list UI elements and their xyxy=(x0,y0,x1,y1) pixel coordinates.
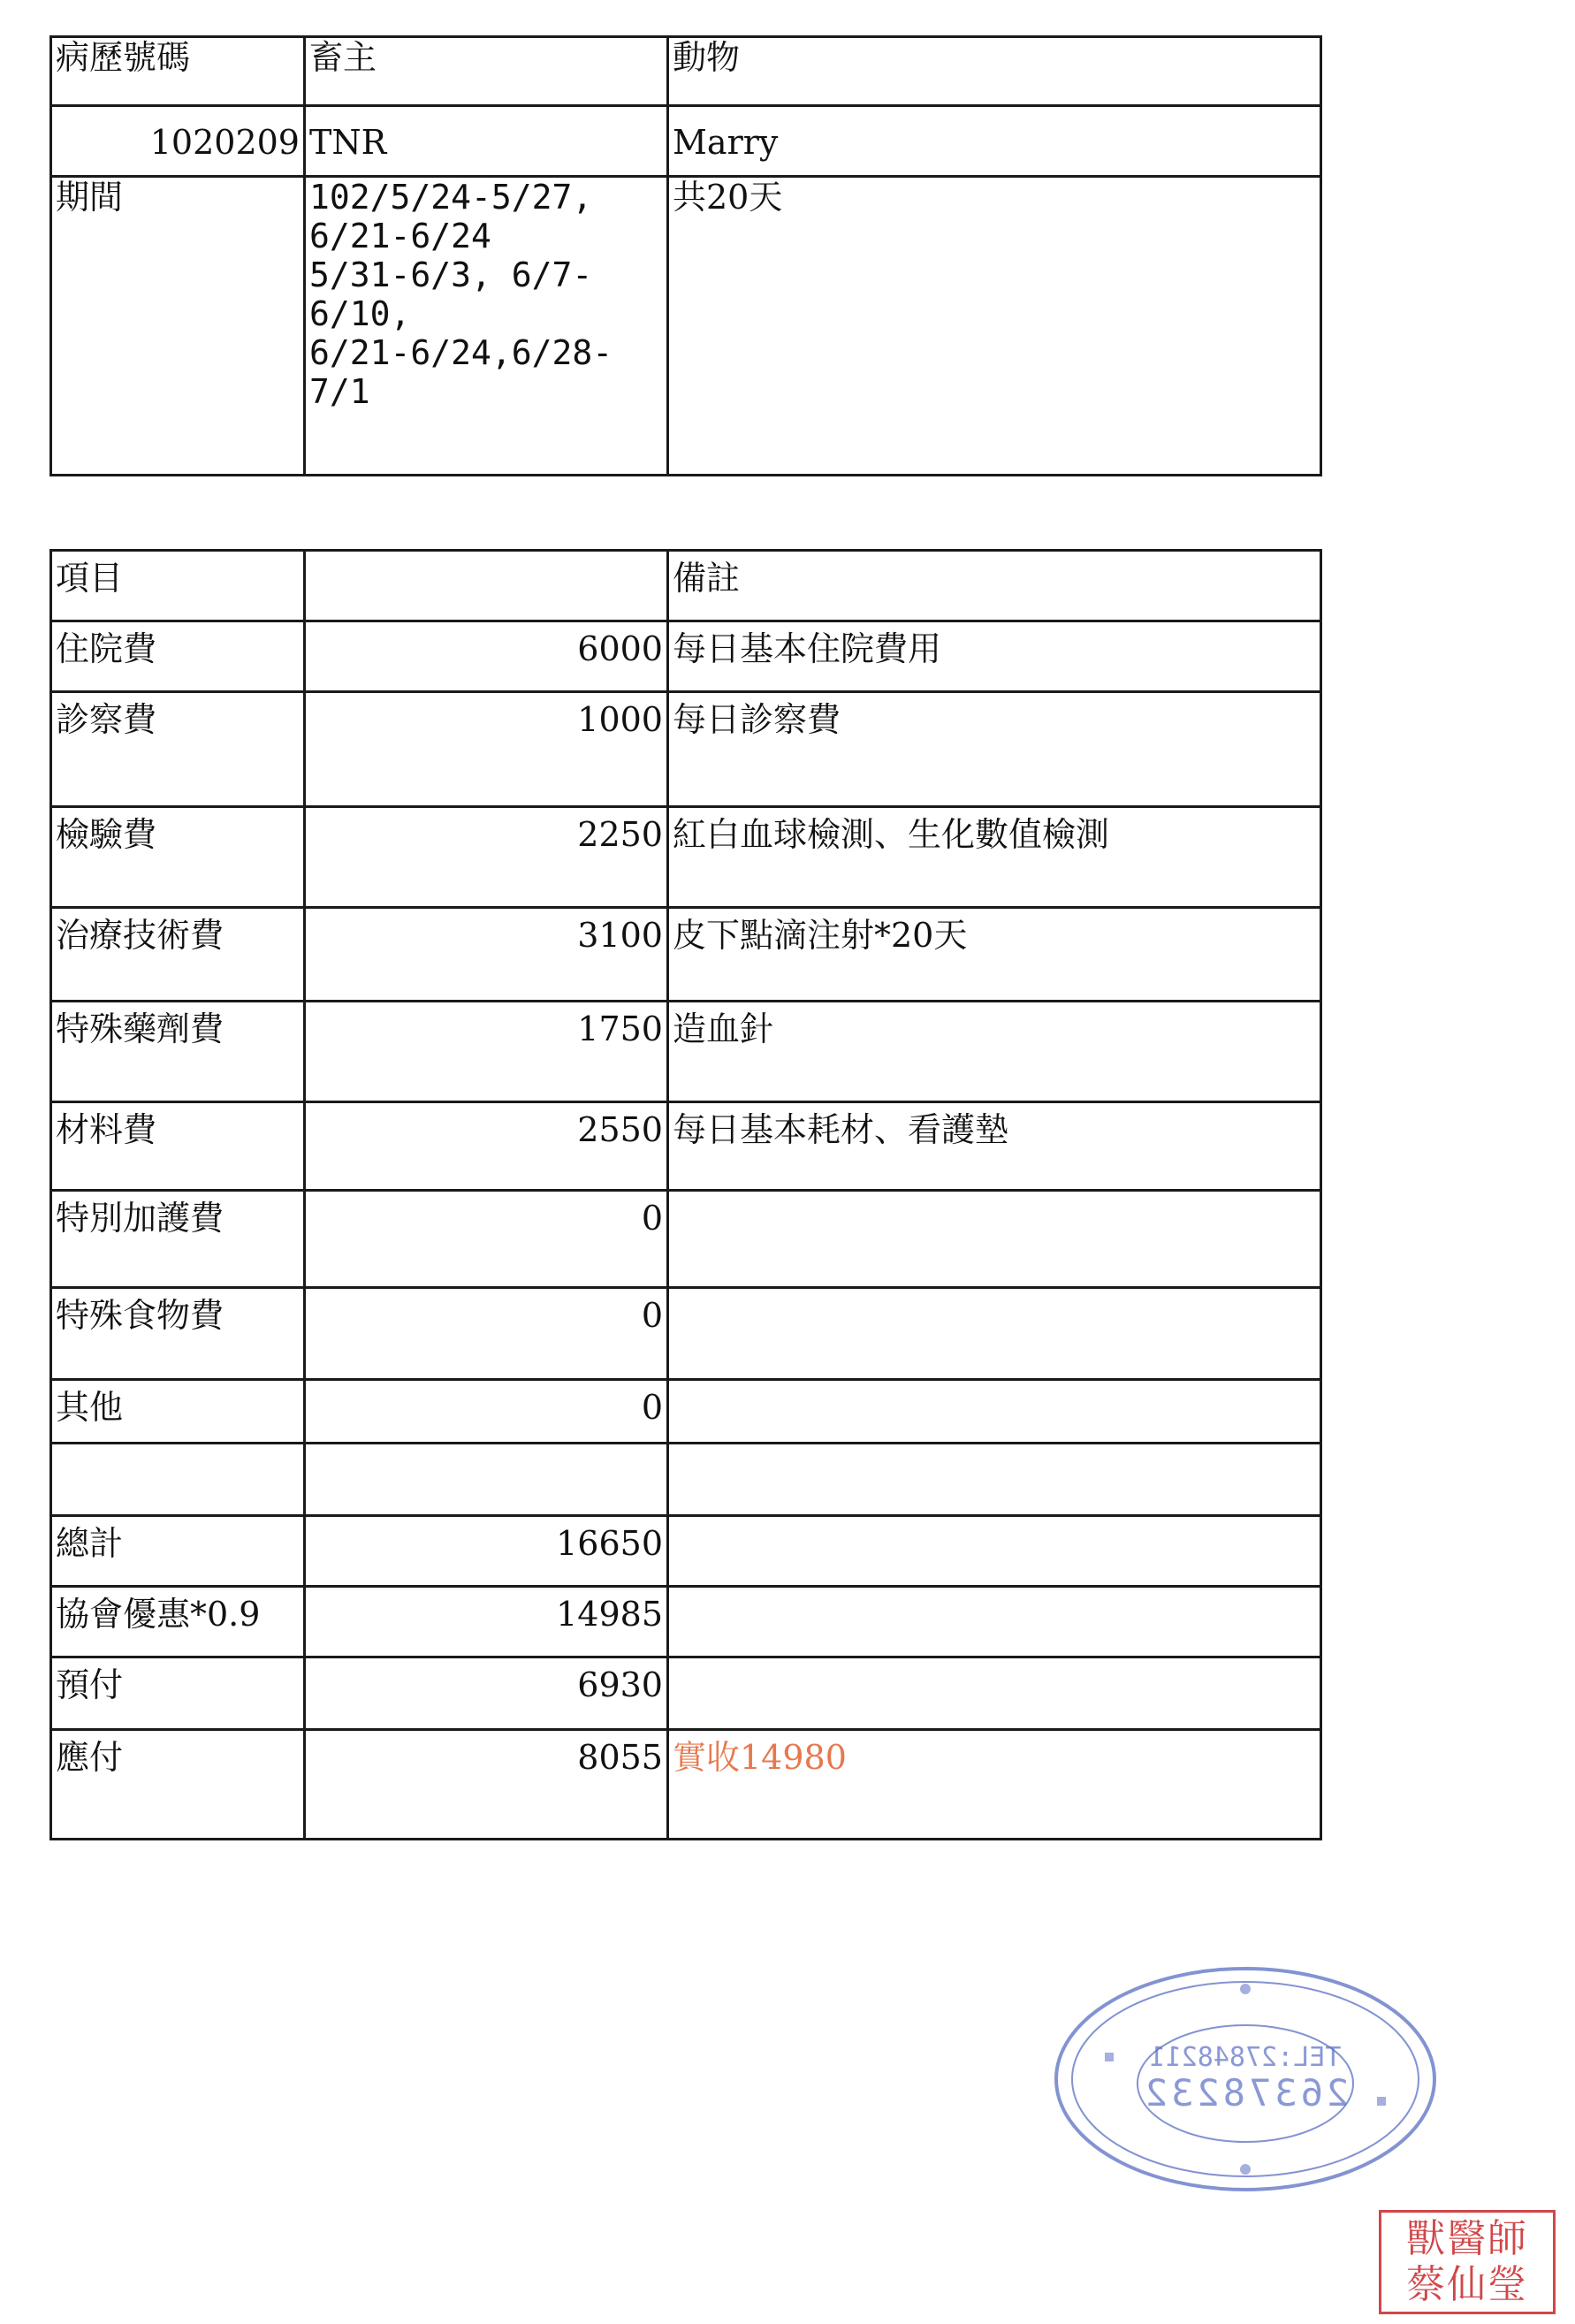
amount-cell: 6930 xyxy=(305,1657,668,1730)
note-cell: 每日基本住院費用 xyxy=(668,621,1321,692)
item-cell: 診察費 xyxy=(51,692,305,807)
item-cell: 治療技術費 xyxy=(51,908,305,1002)
amount-header xyxy=(305,551,668,621)
period-line: 6/21-6/24,6/28-7/1 xyxy=(309,333,613,411)
table-row xyxy=(51,1102,1321,1191)
amount-cell: 14985 xyxy=(305,1587,668,1657)
note-cell: 每日基本耗材、看護墊 xyxy=(668,1102,1321,1191)
note-cell: 造血針 xyxy=(668,1002,1321,1102)
item-cell: 材料費 xyxy=(51,1102,305,1191)
note-cell xyxy=(668,1587,1321,1657)
owner-header: 畜主 xyxy=(305,37,668,106)
amount-cell: 6000 xyxy=(305,621,668,692)
item-cell: 應付 xyxy=(51,1730,305,1840)
amount-cell xyxy=(305,1444,668,1516)
vet-seal-stamp xyxy=(1379,2210,1556,2314)
item-header: 項目 xyxy=(51,551,305,621)
period-line: 5/31-6/3, 6/7- xyxy=(309,255,593,294)
table-row xyxy=(51,908,1321,1002)
item-cell: 總計 xyxy=(51,1516,305,1587)
note-cell xyxy=(668,1288,1321,1380)
table-row xyxy=(51,807,1321,908)
note-cell xyxy=(668,1380,1321,1444)
item-cell: 協會優惠*0.9 xyxy=(51,1587,305,1657)
item-cell: 特殊食物費 xyxy=(51,1288,305,1380)
period-line: 6/21-6/24 xyxy=(309,217,491,255)
clinic-seal-stamp xyxy=(1052,1964,1439,2194)
item-cell: 檢驗費 xyxy=(51,807,305,908)
amount-cell: 1000 xyxy=(305,692,668,807)
amount-cell: 0 xyxy=(305,1191,668,1288)
item-cell xyxy=(51,1444,305,1516)
item-cell: 住院費 xyxy=(51,621,305,692)
amount-cell: 1750 xyxy=(305,1002,668,1102)
table-row xyxy=(51,1288,1321,1380)
note-cell xyxy=(668,1444,1321,1516)
table-row xyxy=(51,1444,1321,1516)
stamp-tel: TEL:27848211 xyxy=(1149,2042,1342,2073)
table-row xyxy=(51,1587,1321,1657)
period-dates xyxy=(305,177,668,476)
record-no-value: 1020209 xyxy=(51,106,305,177)
note-cell: 皮下點滴注射*20天 xyxy=(668,908,1321,1002)
table-row xyxy=(51,1380,1321,1444)
item-cell: 其他 xyxy=(51,1380,305,1444)
amount-cell: 3100 xyxy=(305,908,668,1002)
note-cell: 每日診察費 xyxy=(668,692,1321,807)
patient-info-table xyxy=(49,35,1322,476)
period-total: 共20天 xyxy=(668,177,1321,476)
amount-cell: 8055 xyxy=(305,1730,668,1840)
period-line: 102/5/24-5/27, xyxy=(309,178,593,217)
amount-cell: 0 xyxy=(305,1288,668,1380)
amount-cell: 16650 xyxy=(305,1516,668,1587)
owner-value: TNR xyxy=(305,106,668,177)
table-row xyxy=(51,1516,1321,1587)
table-row xyxy=(51,621,1321,692)
item-cell: 預付 xyxy=(51,1657,305,1730)
item-cell: 特殊藥劑費 xyxy=(51,1002,305,1102)
note-cell xyxy=(668,1191,1321,1288)
note-header: 備註 xyxy=(668,551,1321,621)
note-cell xyxy=(668,1657,1321,1730)
table-row xyxy=(51,1730,1321,1840)
table-row xyxy=(51,692,1321,807)
table-row xyxy=(51,1657,1321,1730)
stamp-phone: 26378232 xyxy=(1141,2071,1350,2114)
period-label: 期間 xyxy=(51,177,305,476)
vet-seal-text: 獸醫師蔡仙瑩 xyxy=(1406,2216,1528,2307)
animal-header: 動物 xyxy=(668,37,1321,106)
table-row xyxy=(51,1191,1321,1288)
handwritten-note: 實收14980 xyxy=(668,1730,1321,1840)
period-line: 6/10, xyxy=(309,294,411,333)
note-cell xyxy=(668,1516,1321,1587)
amount-cell: 0 xyxy=(305,1380,668,1444)
item-cell: 特別加護費 xyxy=(51,1191,305,1288)
fee-table xyxy=(49,549,1322,1840)
animal-value: Marry xyxy=(668,106,1321,177)
amount-cell: 2550 xyxy=(305,1102,668,1191)
table-row xyxy=(51,1002,1321,1102)
note-cell: 紅白血球檢測、生化數值檢測 xyxy=(668,807,1321,908)
record-no-header: 病歷號碼 xyxy=(51,37,305,106)
amount-cell: 2250 xyxy=(305,807,668,908)
